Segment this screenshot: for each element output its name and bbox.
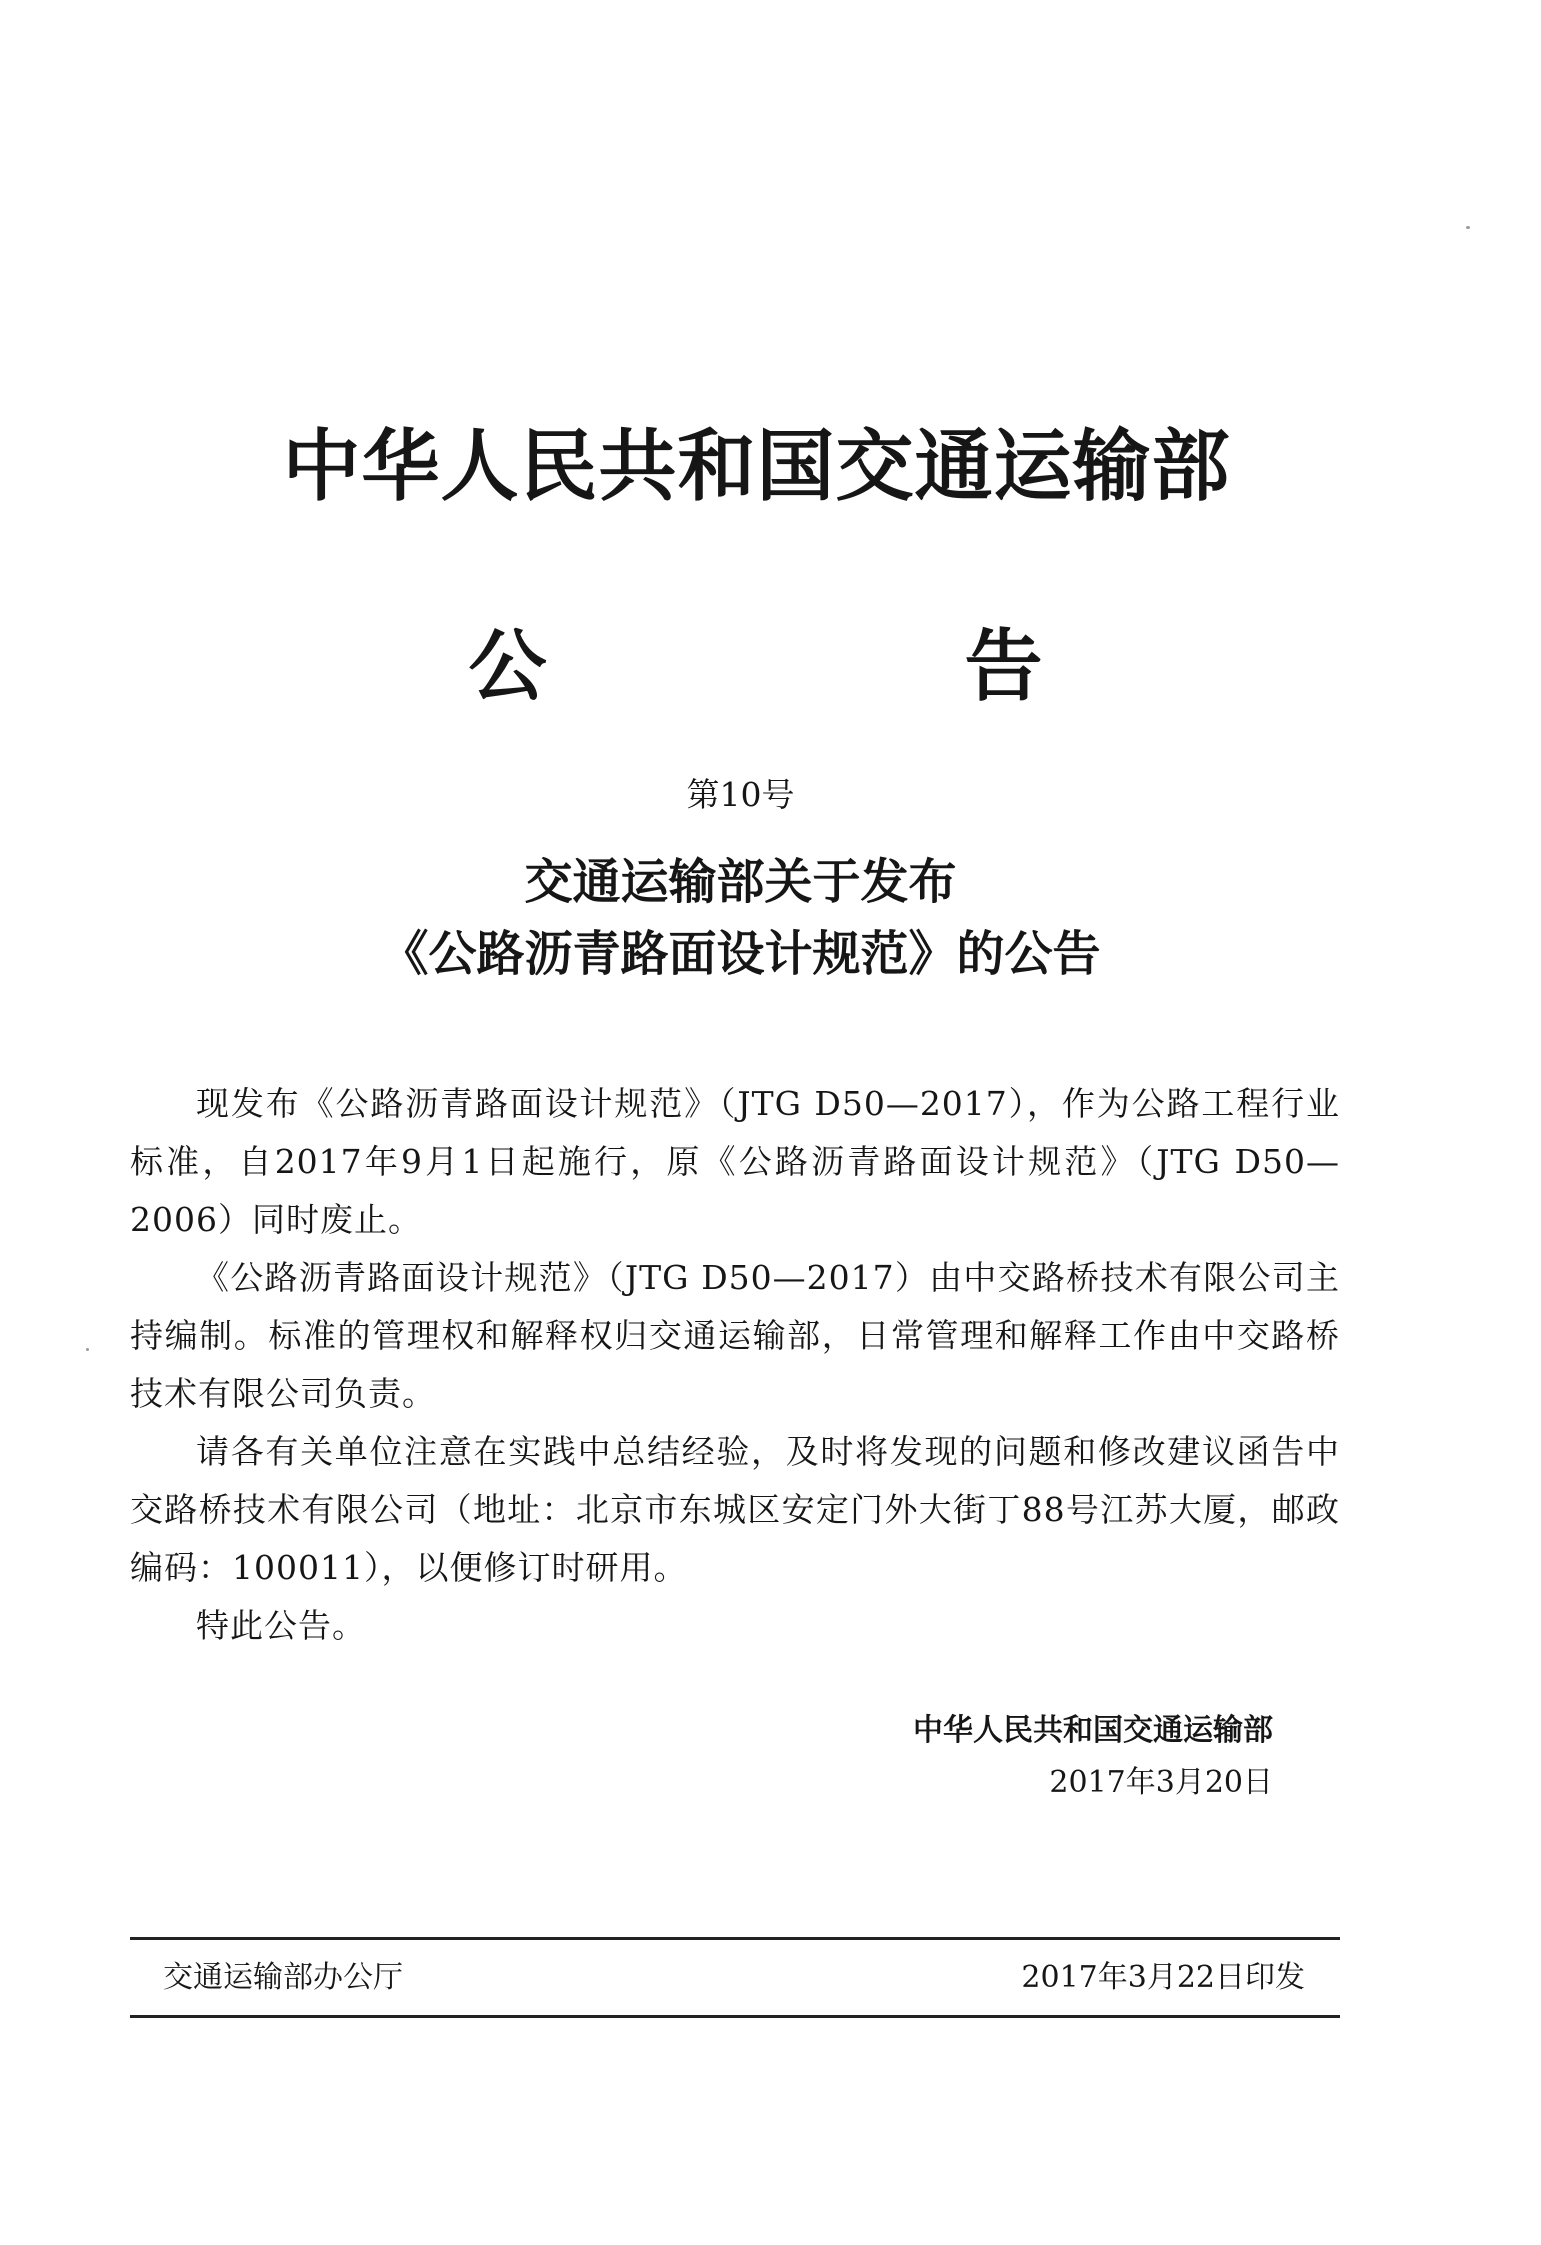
body-paragraph: 《公路沥青路面设计规范》（JTG D50—2017）由中交路桥技术有限公司主持编制。标准的管理权和解释权归交通运输部，日常管理和解释工作由中交路桥技术有限公司负责。 — [130, 1258, 1340, 1413]
issuing-authority-heading: 中华人民共和国交通运输部 — [282, 421, 1231, 512]
body-paragraph: 特此公告。 — [196, 1606, 366, 1645]
signature-authority: 中华人民共和国交通运输部 — [913, 1713, 1273, 1748]
body-paragraph: 请各有关单位注意在实践中总结经验，及时将发现的问题和修改建议函告中交路桥技术有限公司（地址：北京市东城区安定门外大街丁88号江苏大厦，邮政编码：100011），以便修订时研用。 — [130, 1432, 1340, 1587]
footer-issuing-office: 交通运输部办公厅 — [163, 1960, 403, 1995]
scan-speck — [86, 1348, 89, 1351]
scan-speck — [1466, 226, 1470, 229]
footer-print-date: 2017年3月22日印发 — [1021, 1960, 1305, 1995]
signature-date: 2017年3月20日 — [1049, 1765, 1273, 1800]
signature-block — [913, 1705, 1273, 1809]
announcement-title-line-2: 《公路沥青路面设计规范》的公告 — [380, 926, 1101, 982]
announcement-body — [130, 1075, 1340, 1655]
body-paragraph: 现发布《公路沥青路面设计规范》（JTG D50—2017），作为公路工程行业标准，自2017年9月1日起施行，原《公路沥青路面设计规范》（JTG D50—2006）同时废止。 — [130, 1084, 1340, 1239]
document-type-heading: 公 告 — [468, 621, 1213, 712]
announcement-title-line-1: 交通运输部关于发布 — [524, 854, 957, 910]
footer-top-rule — [130, 1937, 1340, 1940]
document-number: 第10号 — [686, 775, 795, 814]
footer-bottom-rule — [130, 2015, 1340, 2018]
